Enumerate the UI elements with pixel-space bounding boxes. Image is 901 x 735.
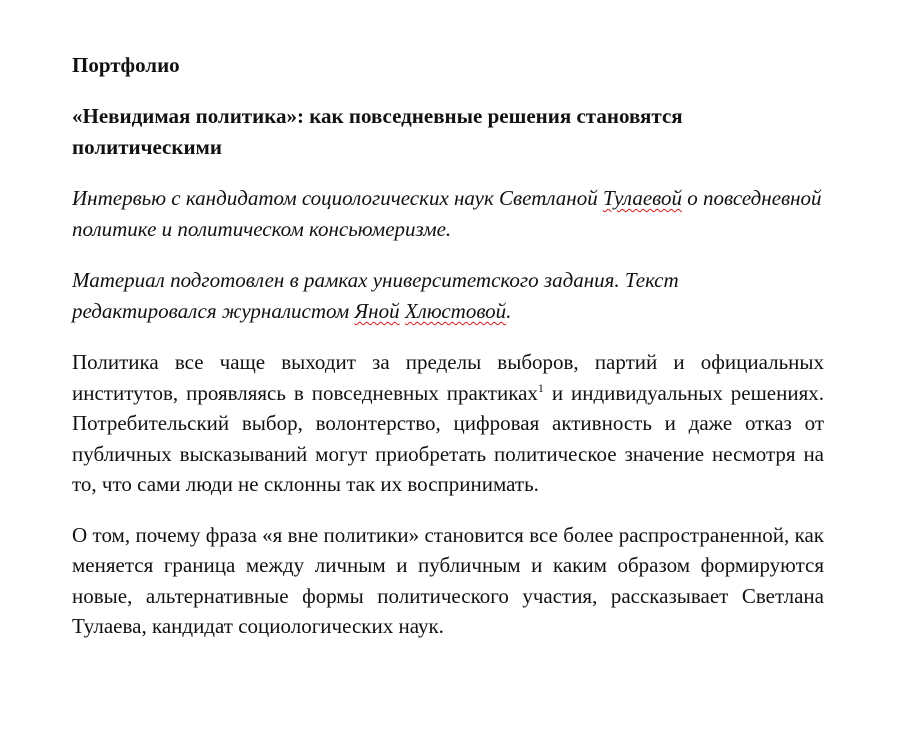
lead-paragraph-interview	[72, 183, 824, 245]
credits-text-start: Материал подготовлен в рамках университетского задания. Текст редактировался журналистом	[72, 268, 679, 323]
credits-text-end: .	[506, 299, 512, 323]
lead-text-start: Интервью с кандидатом социологических наук Светланой	[72, 186, 603, 210]
spellcheck-flagged-word[interactable]: Яной	[354, 299, 400, 323]
body-paragraph-2: О том, почему фраза «я вне политики» становится все более распространенной, как меняется граница между личным и публичным и каким образом формируются новые, альтернативные формы политического участия, рассказывает Светлана Тулаева, кандидат социологических наук.	[72, 522, 824, 638]
lead-paragraph-credits	[72, 265, 824, 327]
spellcheck-flagged-word[interactable]: Хлюстовой	[404, 299, 507, 323]
footnote-reference[interactable]: 1	[537, 380, 544, 395]
lead-text-end: о повседневной политике и политическом консьюмеризме.	[72, 186, 822, 241]
section-heading: Портфолио	[72, 53, 180, 77]
body-paragraph-1	[72, 347, 824, 500]
article-title: «Невидимая политика»: как повседневные решения становятся политическими	[72, 104, 683, 159]
paragraph-text-start: Политика все чаще выходит за пределы выборов, партий и официальных институтов, проявляясь в повседневных практиках	[72, 350, 824, 405]
paragraph-text-end: и индивидуальных решениях. Потребительский выбор, волонтерство, цифровая активность и даже отказ от публичных высказываний могут приобретать политическое значение несмотря на то, что сами люди не склонны так их воспринимать.	[72, 380, 824, 496]
spellcheck-flagged-word[interactable]: Тулаевой	[602, 186, 682, 210]
document-page	[72, 50, 824, 662]
